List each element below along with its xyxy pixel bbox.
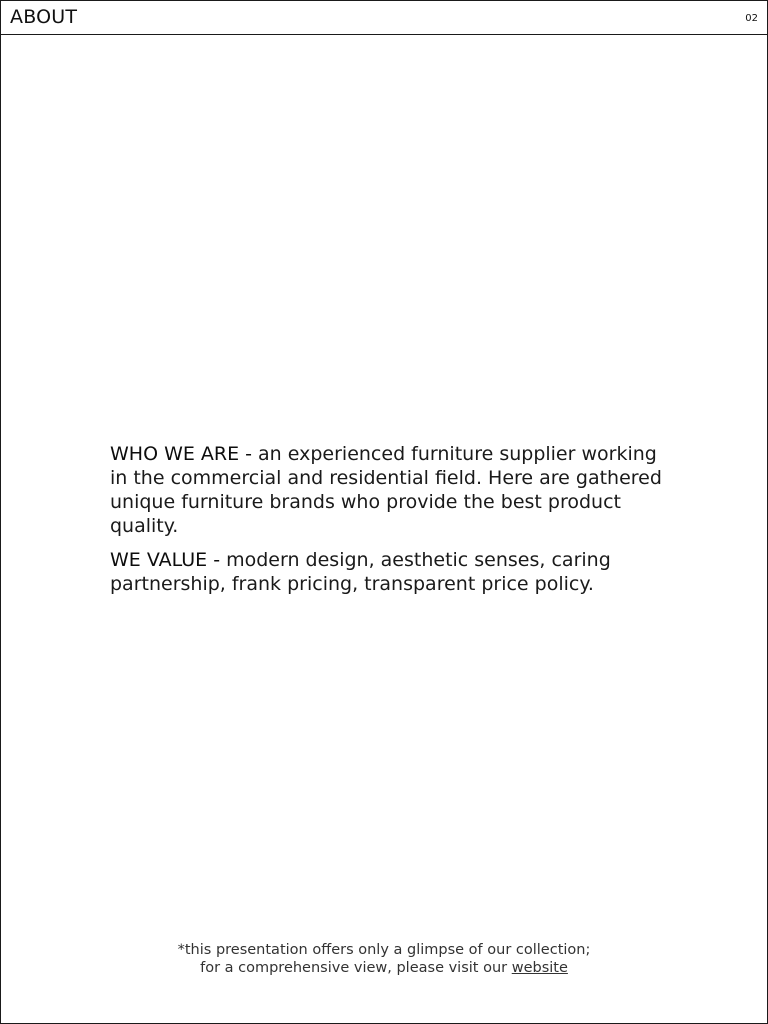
footer-line-2-text: for a comprehensive view, please visit our: [200, 960, 512, 976]
page-number: 02: [745, 13, 758, 24]
website-link[interactable]: website: [511, 960, 568, 976]
footer-note: [1, 941, 767, 977]
who-we-are-paragraph: [110, 442, 670, 538]
footer-line-2: [1, 959, 767, 977]
we-value-text: modern design, aesthetic senses, caring partnership, frank pricing, transparent price policy.: [110, 549, 611, 595]
footer-line-1: *this presentation offers only a glimpse of our collection;: [177, 942, 591, 958]
who-we-are-label: WHO WE ARE -: [110, 443, 252, 465]
page-header: [1, 1, 767, 35]
page-title: ABOUT: [10, 6, 78, 28]
who-we-are-text: an experienced furniture supplier working in the commercial and residential field. Here are gathered unique furniture brands who provide the best product quality.: [110, 443, 662, 537]
we-value-label: WE VALUE -: [110, 549, 221, 571]
we-value-paragraph: [110, 548, 670, 596]
about-content: [110, 442, 670, 606]
